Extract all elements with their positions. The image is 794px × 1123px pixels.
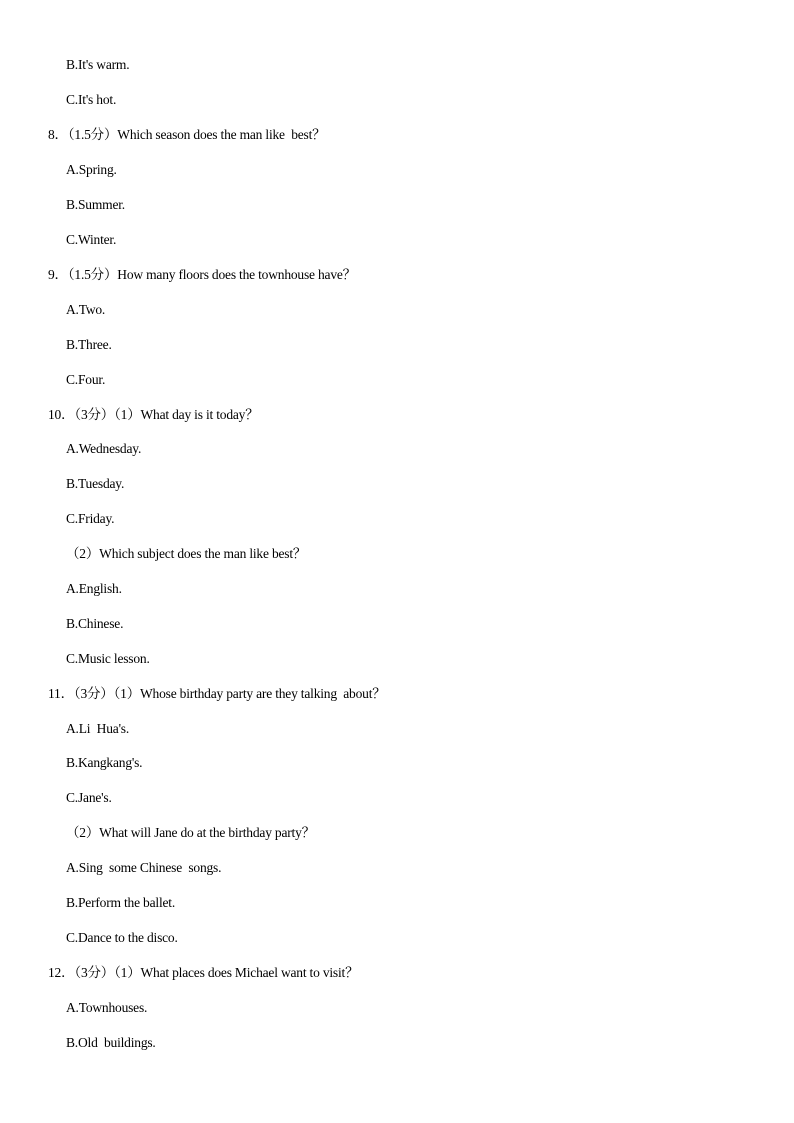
- option-8a: A.Spring.: [66, 162, 117, 177]
- option-12-1b: B.Old buildings.: [66, 1035, 156, 1050]
- option-10-1c: C.Friday.: [66, 511, 115, 526]
- option-10-2c: C.Music lesson.: [66, 651, 150, 666]
- option-9a: A.Two.: [66, 302, 106, 317]
- option-11-1b: B.Kangkang's.: [66, 755, 143, 770]
- question-12: 12．（3分）（1）What places does Michael want to visit？: [48, 965, 359, 980]
- option-11-2a: A.Sing some Chinese songs.: [66, 860, 222, 875]
- option-12-1a: A.Townhouses.: [66, 1000, 148, 1015]
- option-7b: B.It's warm.: [66, 57, 130, 72]
- question-8: 8．（1.5分）Which season does the man like best？: [48, 127, 326, 142]
- option-10-1a: A.Wednesday.: [66, 441, 142, 456]
- option-10-2a: A.English.: [66, 581, 122, 596]
- option-11-1c: C.Jane's.: [66, 790, 112, 805]
- option-9c: C.Four.: [66, 372, 106, 387]
- option-10-2b: B.Chinese.: [66, 616, 124, 631]
- option-9b: B.Three.: [66, 337, 112, 352]
- question-10: 10．（3分）（1）What day is it today？: [48, 407, 259, 422]
- question-9: 9．（1.5分）How many floors does the townhouse have？: [48, 267, 356, 282]
- subquestion-11-2: （2）What will Jane do at the birthday party？: [66, 825, 315, 840]
- option-11-1a: A.Li Hua's.: [66, 721, 130, 736]
- option-11-2b: B.Perform the ballet.: [66, 895, 176, 910]
- option-7c: C.It's hot.: [66, 92, 117, 107]
- option-11-2c: C.Dance to the disco.: [66, 930, 178, 945]
- subquestion-10-2: （2）Which subject does the man like best？: [66, 546, 307, 561]
- option-10-1b: B.Tuesday.: [66, 476, 125, 491]
- option-8b: B.Summer.: [66, 197, 125, 212]
- question-11: 11．（3分）（1）Whose birthday party are they talking about？: [48, 686, 386, 701]
- option-8c: C.Winter.: [66, 232, 117, 247]
